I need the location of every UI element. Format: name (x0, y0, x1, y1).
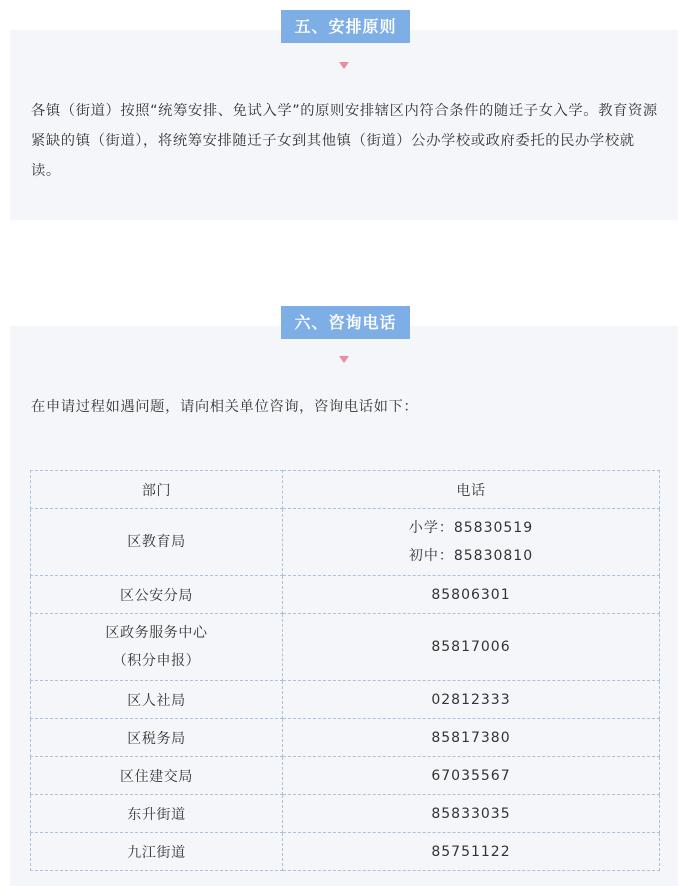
phone-cell (283, 576, 660, 614)
phone-number: 小学：85830519 (408, 520, 534, 536)
pin-marker-icon (339, 62, 349, 69)
phone-number: 67035567 (431, 767, 511, 784)
phone-cell (283, 757, 660, 795)
phone-cell (283, 681, 660, 719)
phone-number: 85806301 (431, 586, 511, 603)
section-title-consult: 六、咨询电话 (281, 306, 410, 339)
pin-marker-icon (339, 356, 349, 363)
header-dept: 部门 (31, 471, 283, 509)
contact-table (30, 470, 660, 871)
dept-cell (31, 757, 283, 795)
table-header-row (31, 471, 660, 509)
dept-cell (31, 833, 283, 871)
dept-name: 区人社局 (127, 692, 186, 709)
header-phone: 电话 (283, 471, 660, 509)
dept-name: 区税务局 (127, 730, 186, 747)
dept-note: （积分申报） (112, 653, 201, 669)
phone-cell (283, 795, 660, 833)
arrangement-paragraph: 各镇（街道）按照“统筹安排、免试入学”的原则安排辖区内符合条件的随迁子女入学。教育资源紧缺的镇（街道），将统筹安排随迁子女到其他镇（街道）公办学校或政府委托的民办学校就读。 (31, 103, 658, 179)
dept-cell (31, 681, 283, 719)
dept-name: 区住建交局 (120, 768, 193, 785)
section-title-arrangement: 五、安排原则 (281, 10, 410, 43)
table-row (31, 719, 660, 757)
dept-name: 区政务服务中心 (105, 625, 208, 641)
phone-number: 02812333 (431, 691, 511, 708)
phone-number: 85833035 (431, 805, 511, 822)
dept-cell (31, 795, 283, 833)
dept-cell (31, 509, 283, 576)
dept-cell (31, 614, 283, 681)
phone-number: 初中：85830810 (408, 548, 534, 564)
table-row (31, 614, 660, 681)
dept-name: 区教育局 (127, 534, 186, 550)
table-row (31, 509, 660, 576)
phone-cell (283, 833, 660, 871)
table-row (31, 795, 660, 833)
phone-number: 85751122 (431, 843, 511, 860)
table-row (31, 757, 660, 795)
table-row (31, 576, 660, 614)
phone-cell (283, 614, 660, 681)
dept-cell (31, 719, 283, 757)
phone-cell (283, 509, 660, 576)
dept-name: 区公安分局 (120, 587, 193, 604)
phone-number: 85817006 (431, 639, 511, 655)
dept-name: 九江街道 (127, 844, 186, 861)
consult-intro: 在申请过程如遇问题，请向相关单位咨询，咨询电话如下： (31, 399, 419, 415)
phone-number: 85817380 (431, 729, 511, 746)
table-row (31, 681, 660, 719)
dept-name: 东升街道 (127, 806, 186, 823)
table-row (31, 833, 660, 871)
dept-cell (31, 576, 283, 614)
phone-cell (283, 719, 660, 757)
